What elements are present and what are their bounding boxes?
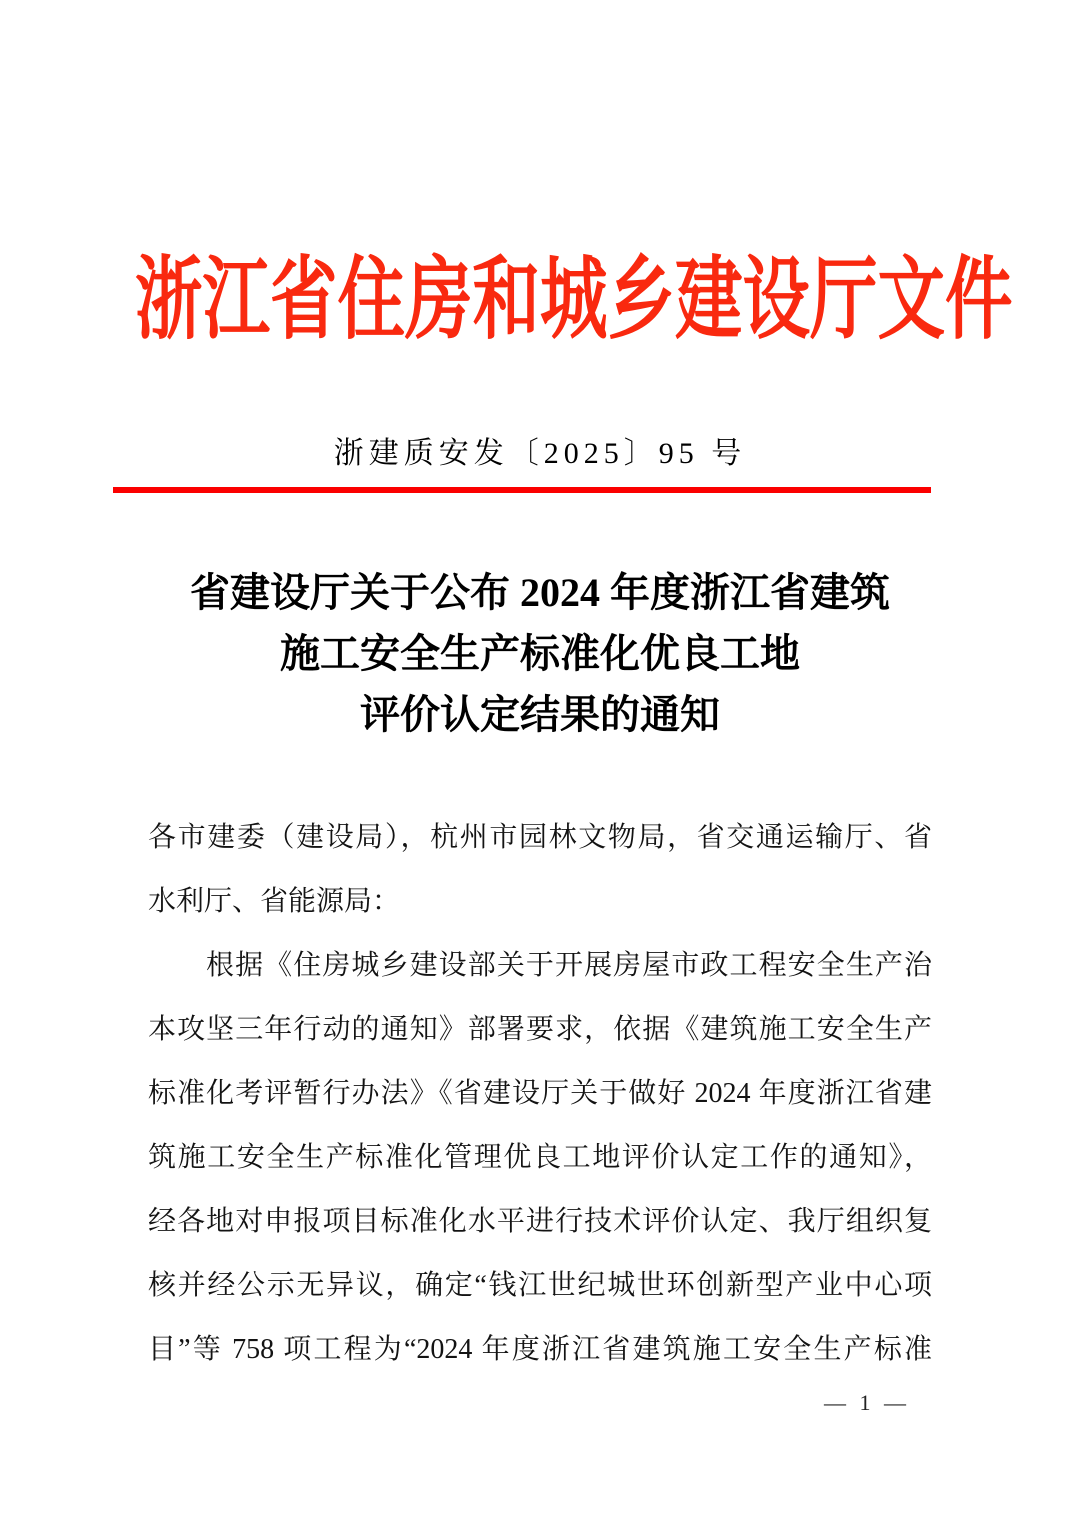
- body-line: 经各地对申报项目标准化水平进行技术评价认定、我厅组织复: [148, 1206, 932, 1237]
- notice-title-line-2: 施工安全生产标准化优良工地: [280, 631, 800, 676]
- red-divider-line: [113, 487, 931, 493]
- body-line: 本攻坚三年行动的通知》部署要求，依据《建筑施工安全生产: [148, 1014, 932, 1045]
- body-line: 标准化考评暂行办法》《省建设厅关于做好 2024 年度浙江省建: [148, 1078, 932, 1109]
- body-line: 核并经公示无异议，确定“钱江世纪城世环创新型产业中心项: [148, 1270, 932, 1301]
- body-line: 各市建委（建设局），杭州市园林文物局，省交通运输厅、省: [148, 822, 932, 853]
- body-paragraphs: [148, 806, 932, 1382]
- body-line: 目”等 758 项工程为“2024 年度浙江省建筑施工安全生产标准: [148, 1334, 932, 1365]
- document-number: 浙建质安发〔2025〕95 号: [333, 437, 747, 470]
- body-line: 水利厅、省能源局：: [148, 886, 401, 917]
- notice-title-line-3: 评价认定结果的通知: [360, 692, 720, 737]
- red-header-agency-title: 浙江省住房和城乡建设厅文件: [135, 251, 1013, 350]
- page-number: — 1 —: [824, 1390, 910, 1415]
- notice-title-line-1: 省建设厅关于公布 2024 年度浙江省建筑: [190, 570, 890, 615]
- body-line: 筑施工安全生产标准化管理优良工地评价认定工作的通知》，: [148, 1142, 932, 1173]
- body-line: 根据《住房城乡建设部关于开展房屋市政工程安全生产治: [206, 950, 932, 981]
- notice-title: [0, 562, 1080, 745]
